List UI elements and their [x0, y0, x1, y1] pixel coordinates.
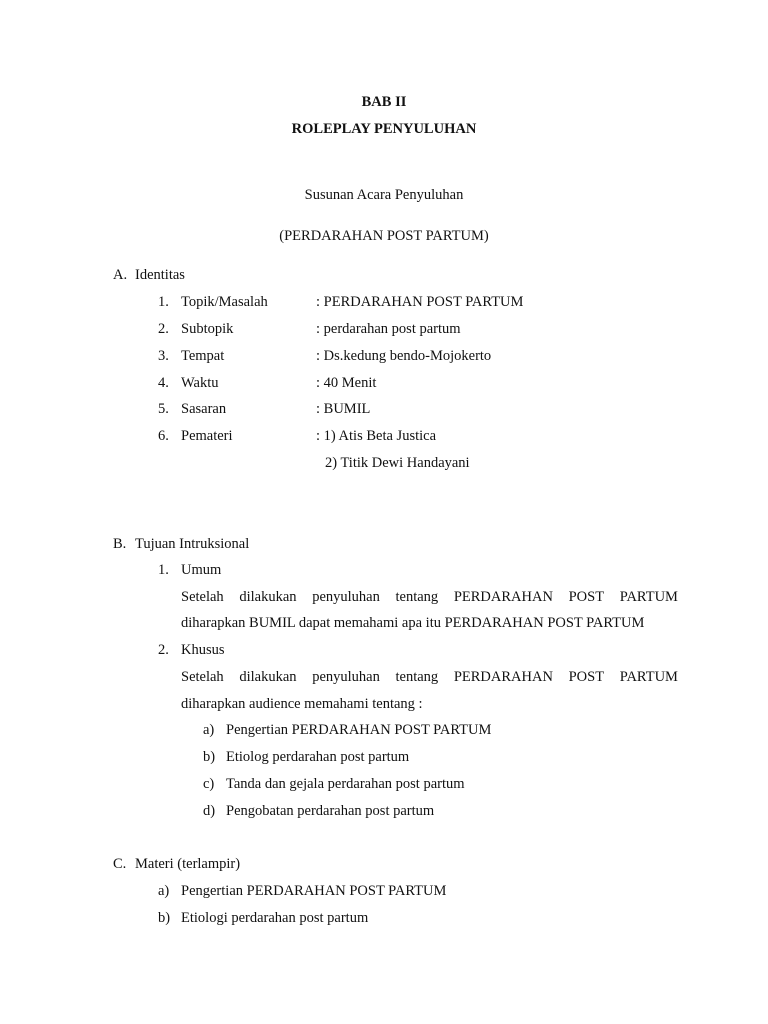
item-number: 4.	[158, 375, 169, 391]
item-letter: c)	[203, 776, 215, 792]
item-text: Pengertian PERDARAHAN POST PARTUM	[181, 883, 447, 899]
document-title: ROLEPLAY PENYULUHAN	[291, 121, 477, 137]
section-heading: Tujuan Intruksional	[135, 536, 250, 552]
section-marker: C.	[113, 856, 127, 872]
paragraph-line	[181, 668, 678, 686]
word: dilakukan	[239, 589, 297, 605]
item-label: Topik/Masalah	[181, 294, 268, 310]
word: PARTUM	[619, 589, 678, 605]
word: POST	[568, 669, 605, 685]
word: POST	[568, 589, 605, 605]
item-text: Pengobatan perdarahan post partum	[226, 803, 435, 819]
item-text: Pengertian PERDARAHAN POST PARTUM	[226, 722, 492, 738]
item-label: Pemateri	[181, 428, 233, 444]
chapter-heading: BAB II	[361, 94, 407, 110]
item-text: Tanda dan gejala perdarahan post partum	[226, 776, 465, 792]
word: penyuluhan	[312, 669, 380, 685]
item-value: : PERDARAHAN POST PARTUM	[316, 294, 524, 310]
item-value: : 1) Atis Beta Justica	[316, 428, 437, 444]
section-heading: Identitas	[135, 267, 185, 283]
item-text: Etiolog perdarahan post partum	[226, 749, 410, 765]
document-subtitle: Susunan Acara Penyuluhan	[304, 187, 464, 203]
item-letter: a)	[203, 722, 215, 738]
word: tentang	[395, 669, 439, 685]
word: PERDARAHAN	[453, 589, 553, 605]
item-value: : Ds.kedung bendo-Mojokerto	[316, 348, 492, 364]
item-letter: a)	[158, 883, 170, 899]
section-marker: A.	[113, 267, 128, 283]
word: Setelah	[181, 669, 224, 685]
item-label: Tempat	[181, 348, 225, 364]
item-number: 1.	[158, 294, 169, 310]
paragraph-line	[181, 588, 678, 606]
word: PARTUM	[619, 669, 678, 685]
document-topic: (PERDARAHAN POST PARTUM)	[279, 228, 489, 244]
item-number: 2.	[158, 321, 169, 337]
item-label: Subtopik	[181, 321, 234, 337]
paragraph-line: diharapkan audience memahami tentang :	[181, 696, 423, 712]
item-letter: d)	[203, 803, 216, 819]
item-text: Etiologi perdarahan post partum	[181, 910, 369, 926]
section-heading: Materi (terlampir)	[135, 856, 241, 872]
item-letter: b)	[158, 910, 171, 926]
subsection-heading: Khusus	[181, 642, 225, 658]
item-number: 5.	[158, 401, 169, 417]
word: dilakukan	[239, 669, 297, 685]
item-number: 1.	[158, 562, 169, 578]
section-marker: B.	[113, 536, 127, 552]
subsection-heading: Umum	[181, 562, 222, 578]
item-number: 2.	[158, 642, 169, 658]
word: penyuluhan	[312, 589, 380, 605]
item-value: : perdarahan post partum	[316, 321, 461, 337]
word: Setelah	[181, 589, 224, 605]
item-number: 6.	[158, 428, 169, 444]
item-value: : BUMIL	[316, 401, 371, 417]
word: tentang	[395, 589, 439, 605]
item-label: Sasaran	[181, 401, 227, 417]
paragraph-line: diharapkan BUMIL dapat memahami apa itu PERDARAHAN POST PARTUM	[181, 615, 645, 631]
item-label: Waktu	[181, 375, 219, 391]
item-value: : 40 Menit	[316, 375, 377, 391]
item-letter: b)	[203, 749, 216, 765]
word: PERDARAHAN	[453, 669, 553, 685]
item-number: 3.	[158, 348, 169, 364]
item-value-continued: 2) Titik Dewi Handayani	[325, 455, 470, 471]
